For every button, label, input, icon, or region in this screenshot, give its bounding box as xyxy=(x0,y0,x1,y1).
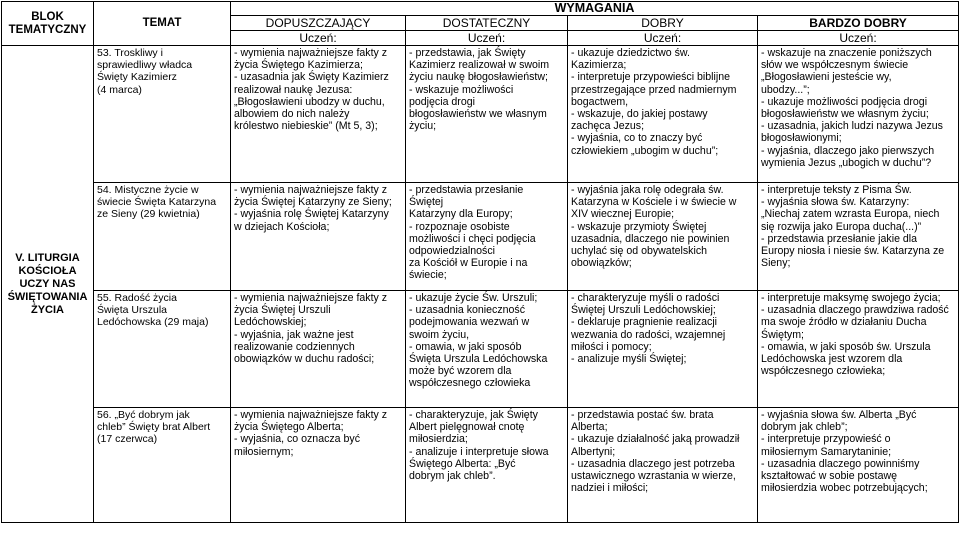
text-line: 54. Mistyczne życie w xyxy=(97,184,199,196)
text-line: nadziei i miłości; xyxy=(571,482,649,495)
text-line: obowiązków; xyxy=(571,257,632,270)
text-line: życia Świętej Katarzyny ze Sieny; xyxy=(234,196,392,209)
text-line: - omawia, w jaki sposób xyxy=(409,340,522,353)
text-line: człowiekiem „ubogim w duchu”; xyxy=(571,144,719,157)
text-line: - wyjaśnia słowa św. Alberta „Być xyxy=(761,409,917,421)
text-line: 55. Radość życia xyxy=(97,292,177,304)
text-line: ze Sieny (29 kwietnia) xyxy=(97,208,200,221)
text-line: Katarzyny dla Europy; xyxy=(409,208,513,221)
text-line: ma swoje źródło w działaniu Ducha xyxy=(761,316,927,329)
text-line: bogactwem, xyxy=(571,95,629,108)
text-line: błogosławionymi; xyxy=(761,132,842,145)
text-line: - wyjaśnia jaka rolę odegrała św. xyxy=(571,184,724,196)
text-line: Święta Urszula Ledóchowska xyxy=(409,353,548,366)
text-line: za Kościół w Europie i na xyxy=(409,257,528,270)
text-line: - ukazuje życie Św. Urszuli; xyxy=(409,292,538,304)
text-line: Albert pielęgnował cnotę xyxy=(409,421,525,434)
text-line: - wyjaśnia rolę Świętej Katarzyny xyxy=(234,208,389,221)
topic-cell xyxy=(94,46,231,183)
text-line: - wyjaśnia, co to znaczy być xyxy=(571,132,703,145)
text-line: - ukazuje działalność jaką prowadził xyxy=(571,433,740,446)
text-line: życia Świętej Urszuli xyxy=(234,304,331,317)
requirement-cell-l1 xyxy=(231,408,406,523)
text-line: w dziejach Kościoła; xyxy=(234,220,330,233)
text-line: swoim życiu, xyxy=(409,328,470,341)
table-row xyxy=(2,46,959,183)
text-line: przestrzegające przed nadmiernym xyxy=(571,83,737,96)
text-line: - rozpoznaje osobiste xyxy=(409,220,510,233)
block-header: BLOK TEMATYCZNY xyxy=(2,2,94,46)
text-line: Świętym; xyxy=(761,328,804,341)
requirement-cell-l4 xyxy=(758,183,959,291)
text-line: - uzasadnia, jakich ludzi nazywa Jezus xyxy=(761,120,943,133)
text-line: albowiem do nich należy xyxy=(234,108,350,121)
text-line: Ledóchowskiej; xyxy=(234,316,307,329)
level-header-2: DOSTATECZNY xyxy=(406,16,568,31)
text-line: życiu; xyxy=(409,120,437,133)
text-line: wymienia Jezus „ubogich w duchu”? xyxy=(761,156,932,169)
student-label: Uczeń: xyxy=(231,31,406,46)
text-line: błogosławieństw we własnym życiu; xyxy=(761,108,929,121)
table-row xyxy=(2,408,959,523)
text-line: - wymienia najważniejsze fakty z xyxy=(234,47,388,59)
text-line: może być wzorem dla xyxy=(409,365,512,378)
text-line: XIV wiecznej Europie; xyxy=(571,208,675,221)
text-line: - interpretuje przypowieść o xyxy=(761,433,891,446)
text-line: - wyjaśnia słowa św. Katarzyny: xyxy=(761,196,910,209)
text-line: - wymienia najważniejsze fakty z xyxy=(234,184,388,196)
text-line: uzasadnia, dlaczego nie powinien xyxy=(571,232,730,245)
text-line: świecie; xyxy=(409,269,447,282)
text-line: Alberta; xyxy=(571,421,608,434)
text-line: Ledóchowska jest wzorem dla xyxy=(761,353,903,366)
text-line: - analizuje myśli Świętej; xyxy=(571,353,687,366)
topic-cell xyxy=(94,408,231,523)
text-line: - przedstawia, jak Święty xyxy=(409,47,526,59)
text-line: - omawia, w jaki sposób św. Urszula xyxy=(761,340,931,353)
table-row xyxy=(2,183,959,291)
text-line: Świętej Urszuli Ledóchowskiej; xyxy=(571,304,716,317)
topic-header: TEMAT xyxy=(94,2,231,46)
text-line: - interpretuje przypowieści biblijne xyxy=(571,71,730,84)
text-line: Świętego Alberta: „Być xyxy=(409,457,516,470)
requirement-cell-l3 xyxy=(568,46,758,183)
text-line: - uzasadnia dlaczego prawdziwa radość xyxy=(761,304,949,317)
requirement-cell-l4 xyxy=(758,291,959,408)
text-line: (4 marca) xyxy=(97,83,142,96)
text-line: Święta Urszula xyxy=(97,304,168,317)
text-line: współczesnego człowieka xyxy=(409,377,531,390)
requirement-cell-l4 xyxy=(758,408,959,523)
text-line: Sieny; xyxy=(761,257,791,270)
text-line: kształtować w sobie postawę xyxy=(761,470,898,483)
requirement-cell-l2 xyxy=(406,46,568,183)
text-line: - wyjaśnia, co oznacza być xyxy=(234,433,361,446)
text-line: uchylać się od obywatelskich xyxy=(571,245,708,258)
text-line: - wskazuje możliwości xyxy=(409,83,514,96)
text-line: zachęca Jezus; xyxy=(571,120,645,133)
level-header-4: BARDZO DOBRY xyxy=(758,16,959,31)
student-label: Uczeń: xyxy=(568,31,758,46)
text-line: „Błogosławieni ubodzy w duchu, xyxy=(234,95,385,108)
text-line: - wymienia najważniejsze fakty z xyxy=(234,292,388,304)
topic-cell xyxy=(94,291,231,408)
text-line: Świętej xyxy=(409,196,444,209)
student-label: Uczeń: xyxy=(406,31,568,46)
text-line: - wskazuje na znaczenie poniższych xyxy=(761,47,932,59)
text-line: chleb” Święty brat Albert xyxy=(97,421,211,434)
text-line: życia Świętego Kazimierza; xyxy=(234,59,363,72)
text-line: ustawicznego wzrastania w wierze, xyxy=(571,470,736,483)
requirement-cell-l4 xyxy=(758,46,959,183)
text-line: - interpretuje maksymę swojego życia; xyxy=(761,292,941,304)
text-line: - deklaruje pragnienie realizacji xyxy=(571,316,718,329)
text-line: sprawiedliwy władca xyxy=(97,59,193,72)
text-line: - uzasadnia dlaczego powinniśmy xyxy=(761,457,920,470)
text-line: - wyjaśnia, jak ważne jest xyxy=(234,328,354,341)
text-line: dobrym jak chleb”. xyxy=(409,470,496,483)
text-line: „Błogosławieni jesteście wy, xyxy=(761,71,892,84)
text-line: Ledóchowska (29 maja) xyxy=(97,316,209,329)
text-line: - wyjaśnia, dlaczego jako pierwszych xyxy=(761,144,935,157)
text-line: Europy niosła i niesie św. Katarzyna ze xyxy=(761,245,945,258)
text-line: - ukazuje możliwości podjęcia drogi xyxy=(761,95,928,108)
text-line: - charakteryzuje myśli o radości xyxy=(571,292,720,304)
text-line: - uzasadnia konieczność xyxy=(409,304,526,317)
requirement-cell-l1 xyxy=(231,183,406,291)
requirement-cell-l3 xyxy=(568,183,758,291)
text-line: realizował naukę Jezusa: xyxy=(234,83,353,96)
text-line: - analizuje i interpretuje słowa xyxy=(409,445,549,458)
text-line: Kazimierza; xyxy=(571,59,627,72)
student-label: Uczeń: xyxy=(758,31,959,46)
text-line: błogosławieństw we własnym xyxy=(409,108,547,121)
requirement-cell-l1 xyxy=(231,46,406,183)
text-line: Święty Kazimierz xyxy=(97,71,177,84)
text-line: miłosierdzia wobec potrzebujących; xyxy=(761,482,928,495)
requirements-header: WYMAGANIA xyxy=(231,2,959,16)
text-line: miłosiernym Samarytaninie; xyxy=(761,445,892,458)
text-line: - wymienia najważniejsze fakty z xyxy=(234,409,388,421)
text-line: obowiązków w duchu radości; xyxy=(234,353,375,366)
block-label: V. LITURGIA KOŚCIOŁA UCZY NAS ŚWIĘTOWANIA ŻYCIA xyxy=(2,46,94,523)
text-line: życiu naukę błogosławieństw; xyxy=(409,71,548,84)
text-line: podjęcia drogi xyxy=(409,95,475,108)
text-line: - ukazuje dziedzictwo św. xyxy=(571,47,690,59)
topic-cell xyxy=(94,183,231,291)
text-line: odpowiedzialności xyxy=(409,245,495,258)
text-line: ubodzy...”; xyxy=(761,83,810,96)
text-line: możliwości i chęci podjęcia xyxy=(409,232,536,245)
text-line: świecie Święta Katarzyna xyxy=(97,196,217,209)
text-line: realizowanie codziennych xyxy=(234,340,355,353)
requirement-cell-l1 xyxy=(231,291,406,408)
text-line: miłosiernym; xyxy=(234,445,294,458)
text-line: - przedstawia przesłanie jakie dla xyxy=(761,232,918,245)
requirement-cell-l3 xyxy=(568,291,758,408)
text-line: - przedstawia przesłanie xyxy=(409,184,524,196)
text-line: miłości i pomocy; xyxy=(571,340,652,353)
curriculum-table xyxy=(1,1,959,523)
level-header-1: DOPUSZCZAJĄCY xyxy=(231,16,406,31)
requirement-cell-l2 xyxy=(406,183,568,291)
text-line: Albertyni; xyxy=(571,445,616,458)
text-line: życia Świętego Alberta; xyxy=(234,421,344,434)
text-line: Katarzyna w Kościele i w świecie w xyxy=(571,196,737,209)
text-line: - interpretuje teksty z Pisma Św. xyxy=(761,184,912,196)
requirement-cell-l2 xyxy=(406,291,568,408)
text-line: - przedstawia postać św. brata xyxy=(571,409,714,421)
text-line: wezwania do radości, wzajemnej xyxy=(571,328,726,341)
text-line: - uzasadnia dlaczego jest potrzeba xyxy=(571,457,735,470)
table-row xyxy=(2,291,959,408)
text-line: się rozwija jako Europa ducha(...)” xyxy=(761,220,922,233)
text-line: królestwo niebieskie” (Mt 5, 3); xyxy=(234,120,378,133)
level-header-3: DOBRY xyxy=(568,16,758,31)
text-line: - uzasadnia jak Święty Kazimierz xyxy=(234,71,389,84)
text-line: podejmowania wezwań w xyxy=(409,316,530,329)
text-line: Kazimierz realizował w swoim xyxy=(409,59,550,72)
requirement-cell-l2 xyxy=(406,408,568,523)
text-line: 53. Troskliwy i xyxy=(97,47,163,59)
requirement-cell-l3 xyxy=(568,408,758,523)
text-line: - wskazuje, do jakiej postawy xyxy=(571,108,708,121)
text-line: 56. „Być dobrym jak xyxy=(97,409,190,421)
text-line: - wskazuje przymioty Świętej xyxy=(571,220,707,233)
text-line: „Niechaj zatem wzrasta Europa, niech xyxy=(761,208,940,221)
text-line: dobrym jak chleb”; xyxy=(761,421,848,434)
text-line: współczesnego człowieka; xyxy=(761,365,886,378)
text-line: słów we współczesnym świecie xyxy=(761,59,909,72)
text-line: (17 czerwca) xyxy=(97,433,158,446)
text-line: - charakteryzuje, jak Święty xyxy=(409,409,538,421)
text-line: miłosierdzia; xyxy=(409,433,468,446)
